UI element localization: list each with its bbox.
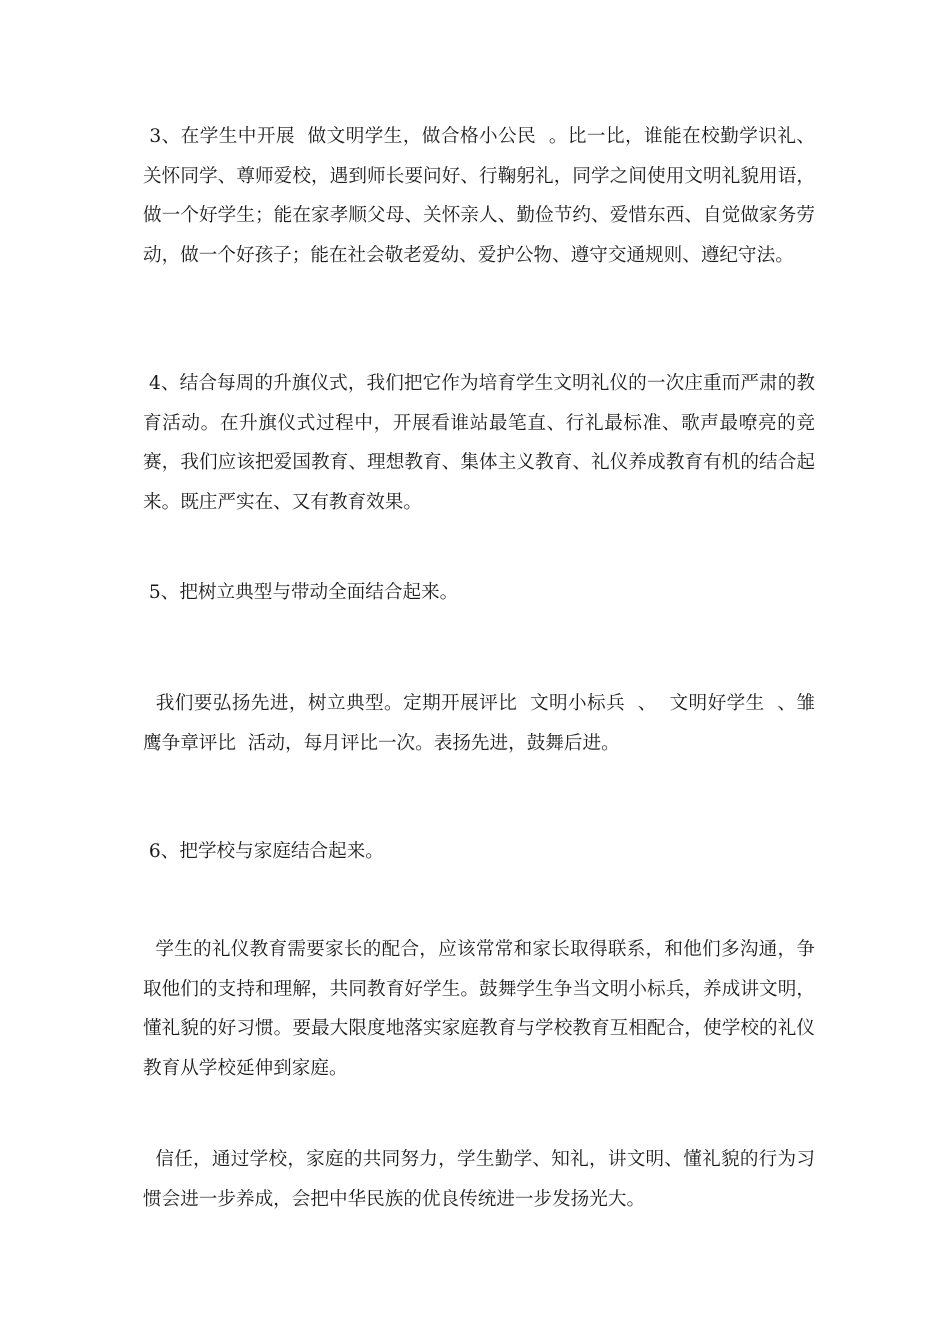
paragraph-6-heading: 6、把学校与家庭结合起来。 bbox=[143, 841, 384, 862]
paragraph-conclusion: 信任，通过学校，家庭的共同努力，学生勤学、知礼，讲文明、懂礼貌的行为习惯会进一步养成，会把中华民族的优良传统进一步发扬光大。 bbox=[143, 1149, 815, 1210]
paragraph-6-body: 学生的礼仪教育需要家长的配合，应该常常和家长取得联系，和他们多沟通，争取他们的支持和理解，共同教育好学生。鼓舞学生争当文明小标兵，养成讲文明，懂礼貌的好习惯。要最大限度地落实家庭教育与学校教育互相配合，使学校的礼仪教育从学校延伸到家庭。 bbox=[143, 939, 815, 1079]
paragraph-5-body: 我们要弘扬先进，树立典型。定期开展评比 文明小标兵 、 文明好学生 、雏鹰争章评比 活动，每月评比一次。表扬先进，鼓舞后进。 bbox=[143, 693, 815, 754]
paragraph-4-flag-ceremony: 4、结合每周的升旗仪式，我们把它作为培育学生文明礼仪的一次庄重而严肃的教育活动。在升旗仪式过程中，开展看谁站最笔直、行礼最标准、歌声最嘹亮的竞赛，我们应该把爱国教育、理想教育、集体主义教育、礼仪养成教育有机的结合起来。既庄严实在、又有教育效果。 bbox=[143, 373, 815, 513]
paragraph-5-heading: 5、把树立典型与带动全面结合起来。 bbox=[143, 582, 459, 603]
paragraph-3-civilized-student: 3、在学生中开展 做文明学生，做合格小公民 。比一比，谁能在校勤学识礼、关怀同学、尊师爱校，遇到师长要问好、行鞠躬礼，同学之间使用文明礼貌用语，做一个好学生；能在家孝顺父母、关怀亲人、勤俭节约、爱惜东西、自觉做家务劳动，做一个好孩子；能在社会敬老爱幼、爱护公物、遵守交通规则、遵纪守法。 bbox=[143, 126, 815, 266]
